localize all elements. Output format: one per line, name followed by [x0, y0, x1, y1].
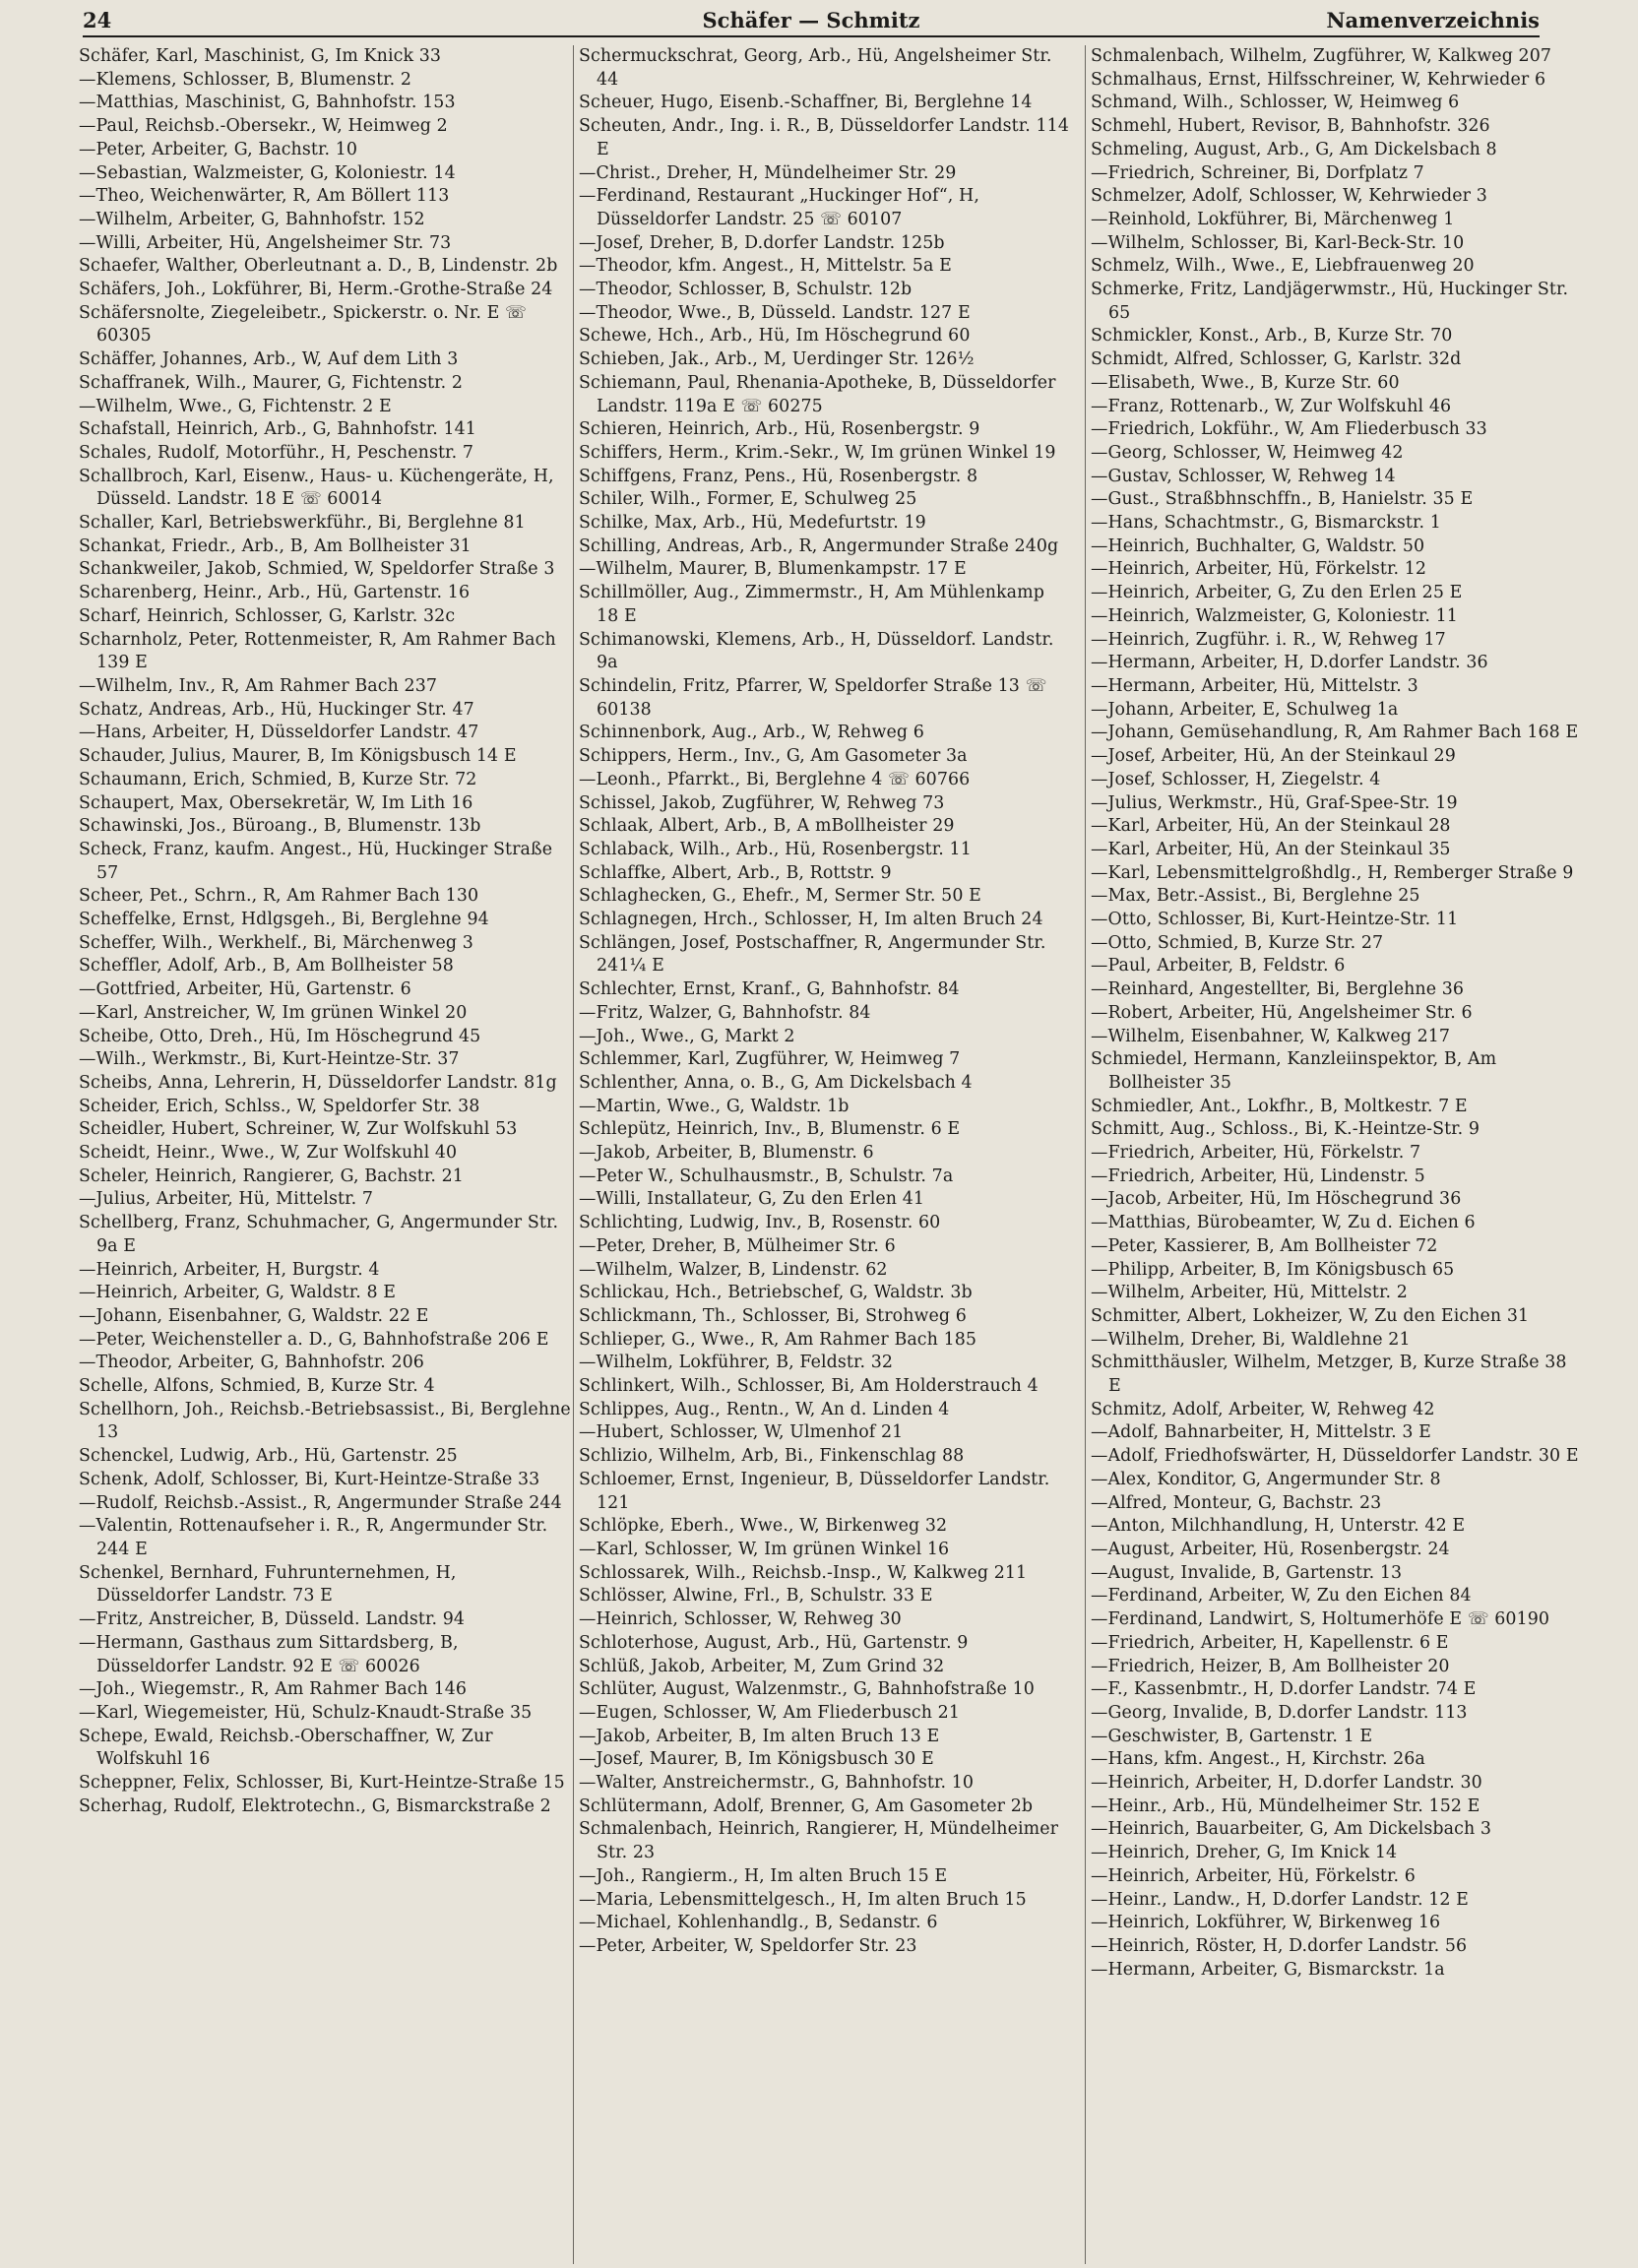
directory-entry: Schlepütz, Heinrich, Inv., B, Blumenstr. 6 E: [579, 1119, 961, 1140]
directory-entry: —Willi, Arbeiter, Hü, Angelsheimer Str. 73: [79, 232, 452, 253]
directory-entry: Schlickau, Hch., Betriebschef, G, Waldstr. 3b: [579, 1283, 973, 1303]
directory-entry: Schiffers, Herm., Krim.-Sekr., W, Im grünen Winkel 19: [579, 442, 1056, 463]
directory-entry: Schermuckschrat, Georg, Arb., Hü, Angelsheimer Str. 44: [579, 46, 1052, 90]
directory-entry: Scharenberg, Heinr., Arb., Hü, Gartenstr. 16: [79, 583, 471, 603]
directory-entry: —Jakob, Arbeiter, B, Im alten Bruch 13 E: [579, 1726, 940, 1746]
directory-entry: Schenkel, Bernhard, Fuhrunternehmen, H, Düsseldorfer Landstr. 73 E: [79, 1562, 457, 1606]
directory-entry: Schlickmann, Th., Schlosser, Bi, Strohweg 6: [579, 1305, 967, 1326]
directory-entry: —Reinhold, Lokführer, Bi, Märchenweg 1: [1091, 209, 1455, 229]
directory-entry: —Friedrich, Heizer, B, Am Bollheister 20: [1091, 1656, 1450, 1676]
directory-entry: —Friedrich, Arbeiter, Hü, Förkelstr. 7: [1091, 1143, 1421, 1164]
directory-entry: —Theodor, Arbeiter, G, Bahnhofstr. 206: [79, 1353, 424, 1373]
directory-entry: Schmand, Wilh., Schlosser, W, Heimweg 6: [1091, 93, 1460, 113]
directory-entry: Schmickler, Konst., Arb., B, Kurze Str. 70: [1091, 326, 1453, 346]
directory-entry: Scheider, Erich, Schlss., W, Speldorfer Str. 38: [79, 1096, 480, 1116]
directory-entry: —Heinr., Arb., Hü, Mündelheimer Str. 152 E: [1091, 1796, 1480, 1816]
directory-entry: Scheffer, Wilh., Werkhelf., Bi, Märchenweg 3: [79, 932, 473, 953]
directory-entry: —Josef, Schlosser, H, Ziegelstr. 4: [1091, 769, 1381, 789]
directory-entry: Schankweiler, Jakob, Schmied, W, Speldorfer Straße 3: [79, 559, 555, 580]
directory-entry: —Theodor, kfm. Angest., H, Mittelstr. 5a E: [579, 256, 952, 277]
directory-entry: Schmelzer, Adolf, Schlosser, W, Kehrwieder 3: [1091, 186, 1487, 207]
directory-column-3: [1091, 45, 1583, 1982]
directory-entry: Schatz, Andreas, Arb., Hü, Huckinger Str. 47: [79, 699, 474, 720]
directory-entry: —Reinhard, Angestellter, Bi, Berglehne 36: [1091, 979, 1465, 1000]
directory-entry: Schäfersnolte, Ziegeleibetr., Spickerstr. o. Nr. E ☏ 60305: [79, 302, 527, 346]
directory-entry: —Willi, Installateur, G, Zu den Erlen 41: [579, 1189, 925, 1210]
directory-entry: Schilling, Andreas, Arb., R, Angermunder Straße 240g: [579, 536, 1059, 556]
directory-entry: —Hans, kfm. Angest., H, Kirchstr. 26a: [1091, 1749, 1425, 1770]
directory-entry: Scheck, Franz, kaufm. Angest., Hü, Huckinger Straße 57: [79, 839, 553, 883]
directory-entry: Schaefer, Walther, Oberleutnant a. D., B, Lindenstr. 2b: [79, 256, 558, 277]
directory-entry: —Alex, Konditor, G, Angermunder Str. 8: [1091, 1469, 1441, 1489]
directory-entry: Schmalhaus, Ernst, Hilfsschreiner, W, Kehrwieder 6: [1091, 69, 1546, 90]
directory-entry: —Elisabeth, Wwe., B, Kurze Str. 60: [1091, 372, 1400, 393]
directory-entry: —Karl, Arbeiter, Hü, An der Steinkaul 28: [1091, 816, 1451, 837]
directory-entry: —Valentin, Rottenaufseher i. R., R, Angermunder Str. 244 E: [79, 1516, 548, 1559]
directory-entry: Schmeling, August, Arb., G, Am Dickelsbach 8: [1091, 139, 1497, 159]
directory-entry: Schmitthäusler, Wilhelm, Metzger, B, Kurze Straße 38 E: [1091, 1353, 1567, 1397]
directory-entry: Schmalenbach, Wilhelm, Zugführer, W, Kalkweg 207: [1091, 46, 1552, 66]
directory-entry: Schieben, Jak., Arb., M, Uerdinger Str. 126½: [579, 349, 975, 370]
directory-entry: Schlösser, Alwine, Frl., B, Schulstr. 33 E: [579, 1586, 933, 1606]
directory-entry: Schlossarek, Wilh., Reichsb.-Insp., W, Kalkweg 211: [579, 1562, 1028, 1583]
directory-entry: Schlizio, Wilhelm, Arb, Bi., Finkenschlag 88: [579, 1446, 965, 1467]
directory-entry: —Matthias, Maschinist, G, Bahnhofstr. 153: [79, 93, 456, 113]
directory-entry: Scheidler, Hubert, Schreiner, W, Zur Wolfskuhl 53: [79, 1119, 518, 1140]
directory-entry: Schlechter, Ernst, Kranf., G, Bahnhofstr. 84: [579, 979, 960, 1000]
directory-entry: Schlemmer, Karl, Zugführer, W, Heimweg 7: [579, 1049, 961, 1070]
directory-entry: —Wilhelm, Arbeiter, Hü, Mittelstr. 2: [1091, 1283, 1408, 1303]
directory-entry: Schellhorn, Joh., Reichsb.-Betriebsassist., Bi, Berglehne 13: [79, 1399, 571, 1443]
directory-entry: Schmehl, Hubert, Revisor, B, Bahnhofstr. 326: [1091, 116, 1490, 137]
directory-entry: —Wilhelm, Maurer, B, Blumenkampstr. 17 E: [579, 559, 967, 580]
directory-entry: Scheuten, Andr., Ing. i. R., B, Düsseldorfer Landstr. 114 E: [579, 116, 1069, 159]
directory-entry: —Johann, Eisenbahner, G, Waldstr. 22 E: [79, 1305, 429, 1326]
directory-entry: —Geschwister, B, Gartenstr. 1 E: [1091, 1726, 1373, 1746]
directory-entry: —Otto, Schmied, B, Kurze Str. 27: [1091, 932, 1384, 953]
directory-entry: —Heinrich, Arbeiter, Hü, Förkelstr. 6: [1091, 1865, 1416, 1886]
directory-entry: Schlängen, Josef, Postschaffner, R, Angermunder Str. 241¼ E: [579, 932, 1046, 976]
directory-entry: Schmitter, Albert, Lokheizer, W, Zu den Eichen 31: [1091, 1305, 1530, 1326]
directory-entry: Schauder, Julius, Maurer, B, Im Königsbusch 14 E: [79, 746, 517, 767]
directory-entry: —Franz, Rottenarb., W, Zur Wolfskuhl 46: [1091, 396, 1452, 416]
column-divider: [573, 45, 574, 2264]
directory-entry: —Friedrich, Lokführ., W, Am Fliederbusch 33: [1091, 419, 1487, 440]
directory-entry: —Wilhelm, Arbeiter, G, Bahnhofstr. 152: [79, 209, 425, 229]
directory-entry: —Heinrich, Bauarbeiter, G, Am Dickelsbach 3: [1091, 1819, 1492, 1840]
directory-entry: —Wilhelm, Lokführer, B, Feldstr. 32: [579, 1353, 894, 1373]
directory-entry: —Peter, Arbeiter, G, Bachstr. 10: [79, 139, 358, 159]
directory-entry: Schmitz, Adolf, Arbeiter, W, Rehweg 42: [1091, 1399, 1435, 1419]
directory-entry: —Heinrich, Arbeiter, H, Burgstr. 4: [79, 1259, 380, 1280]
directory-entry: Scharnholz, Peter, Rottenmeister, R, Am Rahmer Bach 139 E: [79, 629, 556, 673]
directory-entry: —Karl, Arbeiter, Hü, An der Steinkaul 35: [1091, 839, 1451, 859]
directory-entry: —Eugen, Schlosser, W, Am Fliederbusch 21: [579, 1702, 960, 1723]
directory-entry: —Wilhelm, Wwe., G, Fichtenstr. 2 E: [79, 396, 392, 416]
directory-entry: Schiemann, Paul, Rhenania-Apotheke, B, Düsseldorfer Landstr. 119a E ☏ 60275: [579, 372, 1056, 416]
directory-entry: —Julius, Arbeiter, Hü, Mittelstr. 7: [79, 1189, 374, 1210]
directory-entry: —Georg, Invalide, B, D.dorfer Landstr. 113: [1091, 1702, 1468, 1723]
directory-entry: —Heinrich, Buchhalter, G, Waldstr. 50: [1091, 536, 1425, 556]
directory-entry: —Joh., Wiegemstr., R, Am Rahmer Bach 146: [79, 1679, 468, 1700]
directory-entry: —Wilhelm, Walzer, B, Lindenstr. 62: [579, 1259, 888, 1280]
directory-entry: Scheuer, Hugo, Eisenb.-Schaffner, Bi, Berglehne 14: [579, 93, 1033, 113]
directory-entry: Schlinkert, Wilh., Schlosser, Bi, Am Holderstrauch 4: [579, 1376, 1039, 1397]
directory-entry: Schloterhose, August, Arb., Hü, Gartenstr. 9: [579, 1632, 969, 1653]
directory-entry: Schloemer, Ernst, Ingenieur, B, Düsseldorfer Landstr. 121: [579, 1469, 1050, 1513]
directory-entry: —Ferdinand, Arbeiter, W, Zu den Eichen 84: [1091, 1586, 1472, 1606]
directory-entry: Scheffelke, Ernst, Hdlgsgeh., Bi, Berglehne 94: [79, 910, 489, 930]
directory-entry: —Karl, Wiegemeister, Hü, Schulz-Knaudt-Straße 35: [79, 1702, 533, 1723]
directory-entry: Scharf, Heinrich, Schlosser, G, Karlstr. 32c: [79, 605, 456, 626]
directory-entry: —Josef, Arbeiter, Hü, An der Steinkaul 29: [1091, 746, 1456, 767]
directory-entry: Schlippes, Aug., Rentn., W, An d. Linden 4: [579, 1399, 950, 1419]
directory-entry: —Michael, Kohlenhandlg., B, Sedanstr. 6: [579, 1913, 938, 1933]
directory-entry: —Heinrich, Lokführer, W, Birkenweg 16: [1091, 1913, 1441, 1933]
directory-entry: —Jakob, Arbeiter, B, Blumenstr. 6: [579, 1143, 874, 1164]
directory-entry: —Heinrich, Röster, H, D.dorfer Landstr. 56: [1091, 1935, 1468, 1956]
directory-entry: Scheibs, Anna, Lehrerin, H, Düsseldorfer Landstr. 81g: [79, 1072, 557, 1093]
directory-entry: Schales, Rudolf, Motorführ., H, Peschenstr. 7: [79, 442, 473, 463]
directory-entry: Schepe, Ewald, Reichsb.-Oberschaffner, W, Zur Wolfskuhl 16: [79, 1726, 493, 1770]
column-divider: [1085, 45, 1086, 2264]
directory-entry: Schelle, Alfons, Schmied, B, Kurze Str. 4: [79, 1376, 435, 1397]
directory-entry: Scheppner, Felix, Schlosser, Bi, Kurt-Heintze-Straße 15: [79, 1773, 565, 1794]
directory-entry: —Karl, Anstreicher, W, Im grünen Winkel 20: [79, 1002, 468, 1023]
directory-entry: —Otto, Schlosser, Bi, Kurt-Heintze-Str. 11: [1091, 910, 1459, 930]
directory-entry: Schlütermann, Adolf, Brenner, G, Am Gasometer 2b: [579, 1796, 1034, 1816]
directory-entry: Scheidt, Heinr., Wwe., W, Zur Wolfskuhl 40: [79, 1143, 458, 1164]
directory-entry: Scherhag, Rudolf, Elektrotechn., G, Bismarckstraße 2: [79, 1796, 551, 1816]
directory-entry: Schäfer, Karl, Maschinist, G, Im Knick 33: [79, 46, 442, 66]
directory-entry: —F., Kassenbmtr., H, D.dorfer Landstr. 74 E: [1091, 1679, 1477, 1700]
directory-entry: Schieren, Heinrich, Arb., Hü, Rosenbergstr. 9: [579, 419, 980, 440]
directory-entry: —Fritz, Walzer, G, Bahnhofstr. 84: [579, 1002, 871, 1023]
directory-entry: —Karl, Lebensmittelgroßhdlg., H, Remberger Straße 9: [1091, 862, 1574, 883]
directory-entry: Schlaghecken, G., Ehefr., M, Sermer Str. 50 E: [579, 886, 981, 907]
directory-entry: —Wilhelm, Schlosser, Bi, Karl-Beck-Str. 10: [1091, 232, 1465, 253]
directory-entry: Scheibe, Otto, Dreh., Hü, Im Höschegrund 45: [79, 1026, 481, 1046]
directory-entry: —Joh., Wwe., G, Markt 2: [579, 1026, 795, 1046]
directory-entry: Schinnenbork, Aug., Arb., W, Rehweg 6: [579, 723, 924, 743]
directory-entry: —Hans, Arbeiter, H, Düsseldorfer Landstr. 47: [79, 723, 479, 743]
directory-entry: —Heinrich, Arbeiter, Hü, Förkelstr. 12: [1091, 559, 1427, 580]
directory-entry: —Anton, Milchhandlung, H, Unterstr. 42 E: [1091, 1516, 1466, 1537]
directory-entry: —Joh., Rangierm., H, Im alten Bruch 15 E: [579, 1865, 948, 1886]
directory-entry: Schlagnegen, Hrch., Schlosser, H, Im alten Bruch 24: [579, 910, 1043, 930]
directory-entry: Schlaak, Albert, Arb., B, A mBollheister 29: [579, 816, 955, 837]
directory-entry: —Heinr., Landw., H, D.dorfer Landstr. 12 E: [1091, 1889, 1469, 1910]
directory-entry: —Philipp, Arbeiter, B, Im Königsbusch 65: [1091, 1259, 1455, 1280]
directory-entry: Schewe, Hch., Arb., Hü, Im Höschegrund 60: [579, 326, 971, 346]
directory-entry: —August, Arbeiter, Hü, Rosenbergstr. 24: [1091, 1540, 1450, 1559]
directory-entry: —Friedrich, Arbeiter, Hü, Lindenstr. 5: [1091, 1166, 1425, 1186]
directory-entry: Schlüter, August, Walzenmstr., G, Bahnhofstraße 10: [579, 1679, 1035, 1700]
directory-entry: Scheffler, Adolf, Arb., B, Am Bollheister 58: [79, 956, 454, 976]
directory-entry: —Klemens, Schlosser, B, Blumenstr. 2: [79, 69, 412, 90]
directory-entry: —Max, Betr.-Assist., Bi, Berglehne 25: [1091, 886, 1420, 907]
directory-entry: Schlöpke, Eberh., Wwe., W, Birkenweg 32: [579, 1516, 948, 1537]
directory-entry: —Josef, Dreher, B, D.dorfer Landstr. 125b: [579, 232, 945, 253]
directory-entry: —Heinrich, Arbeiter, H, D.dorfer Landstr. 30: [1091, 1773, 1482, 1794]
directory-entry: —Peter, Dreher, B, Mülheimer Str. 6: [579, 1235, 896, 1256]
directory-entry: —Leonh., Pfarrkt., Bi, Berglehne 4 ☏ 60766: [579, 769, 971, 789]
directory-entry: —Josef, Maurer, B, Im Königsbusch 30 E: [579, 1749, 934, 1770]
directory-entry: —Julius, Werkmstr., Hü, Graf-Spee-Str. 19: [1091, 792, 1458, 813]
directory-entry: —Hubert, Schlosser, W, Ulmenhof 21: [579, 1422, 904, 1443]
directory-entry: Scheer, Pet., Schrn., R, Am Rahmer Bach 130: [79, 886, 479, 907]
directory-entry: —Wilh., Werkmstr., Bi, Kurt-Heintze-Str. 37: [79, 1049, 460, 1070]
directory-column-2: [579, 45, 1071, 1959]
directory-entry: —Rudolf, Reichsb.-Assist., R, Angermunder Straße 244: [79, 1492, 562, 1513]
directory-entry: Scheler, Heinrich, Rangierer, G, Bachstr. 21: [79, 1166, 464, 1186]
directory-entry: —Martin, Wwe., G, Waldstr. 1b: [579, 1096, 850, 1116]
directory-entry: —Hermann, Arbeiter, Hü, Mittelstr. 3: [1091, 675, 1418, 696]
directory-entry: —Theodor, Schlosser, B, Schulstr. 12b: [579, 280, 913, 300]
directory-entry: Schmelz, Wilh., Wwe., E, Liebfrauenweg 20: [1091, 256, 1475, 277]
directory-entry: Schissel, Jakob, Zugführer, W, Rehweg 73: [579, 792, 945, 813]
directory-entry: —Karl, Schlosser, W, Im grünen Winkel 16: [579, 1540, 950, 1559]
directory-entry: Schlaback, Wilh., Arb., Hü, Rosenbergstr. 11: [579, 839, 972, 859]
directory-entry: Schallbroch, Karl, Eisenw., Haus- u. Küchengeräte, H, Düsseld. Landstr. 18 E ☏ 60014: [79, 466, 554, 510]
directory-entry: —Matthias, Bürobeamter, W, Zu d. Eichen 6: [1091, 1213, 1476, 1233]
directory-entry: —Paul, Arbeiter, B, Feldstr. 6: [1091, 956, 1346, 976]
directory-entry: Schaller, Karl, Betriebswerkführ., Bi, Berglehne 81: [79, 513, 526, 534]
directory-entry: —Gust., Straßbhnschffn., B, Hanielstr. 35 E: [1091, 489, 1474, 510]
directory-entry: —Sebastian, Walzmeister, G, Koloniestr. 14: [79, 162, 456, 183]
directory-entry: Schlichting, Ludwig, Inv., B, Rosenstr. 60: [579, 1213, 941, 1233]
directory-entry: —Peter, Arbeiter, W, Speldorfer Str. 23: [579, 1935, 917, 1956]
directory-entry: —Wilhelm, Dreher, Bi, Waldlehne 21: [1091, 1329, 1411, 1350]
directory-entry: Schlieper, G., Wwe., R, Am Rahmer Bach 185: [579, 1329, 977, 1350]
directory-entry: Schiffgens, Franz, Pens., Hü, Rosenbergstr. 8: [579, 466, 978, 486]
directory-entry: —Heinrich, Schlosser, W, Rehweg 30: [579, 1609, 902, 1630]
directory-entry: —Heinrich, Walzmeister, G, Koloniestr. 11: [1091, 605, 1458, 626]
directory-entry: Schäfers, Joh., Lokführer, Bi, Herm.-Grothe-Straße 24: [79, 280, 553, 300]
directory-entry: —Hermann, Arbeiter, H, D.dorfer Landstr. 36: [1091, 653, 1488, 673]
directory-entry: —Jacob, Arbeiter, Hü, Im Höschegrund 36: [1091, 1189, 1462, 1210]
directory-entry: —Gustav, Schlosser, W, Rehweg 14: [1091, 466, 1396, 486]
directory-entry: Schaupert, Max, Obersekretär, W, Im Lith 16: [79, 792, 473, 813]
directory-column-1: [79, 45, 571, 1818]
directory-entry: —Robert, Arbeiter, Hü, Angelsheimer Str. 6: [1091, 1002, 1473, 1023]
directory-entry: Schillmöller, Aug., Zimmermstr., H, Am Mühlenkamp 18 E: [579, 583, 1044, 626]
directory-entry: Schawinski, Jos., Büroang., B, Blumenstr. 13b: [79, 816, 481, 837]
directory-entry: —Peter, Weichensteller a. D., G, Bahnhofstraße 206 E: [79, 1329, 549, 1350]
running-title: Schäfer — Schmitz: [702, 8, 920, 32]
directory-entry: —Wilhelm, Eisenbahner, W, Kalkweg 217: [1091, 1026, 1451, 1046]
directory-entry: —Ferdinand, Landwirt, S, Holtumerhöfe E ☏ 60190: [1091, 1609, 1550, 1630]
directory-entry: —Johann, Gemüsehandlung, R, Am Rahmer Bach 168 E: [1091, 723, 1579, 743]
directory-entry: —Georg, Schlosser, W, Heimweg 42: [1091, 442, 1404, 463]
directory-entry: Schenk, Adolf, Schlosser, Bi, Kurt-Heintze-Straße 33: [79, 1469, 540, 1489]
directory-entry: —Theodor, Wwe., B, Düsseld. Landstr. 127 E: [579, 302, 971, 323]
directory-entry: Schmiedel, Hermann, Kanzleiinspektor, B, Am Bollheister 35: [1091, 1049, 1497, 1093]
directory-entry: —Theo, Weichenwärter, R, Am Böllert 113: [79, 186, 450, 207]
directory-entry: Schindelin, Fritz, Pfarrer, W, Speldorfer Straße 13 ☏ 60138: [579, 675, 1047, 720]
directory-entry: —Hans, Schachtmstr., G, Bismarckstr. 1: [1091, 513, 1441, 534]
directory-entry: Schmitt, Aug., Schloss., Bi, K.-Heintze-Str. 9: [1091, 1119, 1480, 1140]
directory-entry: Schmerke, Fritz, Landjägerwmstr., Hü, Huckinger Str. 65: [1091, 280, 1569, 323]
directory-entry: —Peter, Kassierer, B, Am Bollheister 72: [1091, 1235, 1438, 1256]
directory-entry: —Christ., Dreher, H, Mündelheimer Str. 29: [579, 162, 957, 183]
page-number: 24: [83, 8, 112, 32]
directory-entry: —Paul, Reichsb.-Obersekr., W, Heimweg 2: [79, 116, 448, 137]
directory-entry: Schiler, Wilh., Former, E, Schulweg 25: [579, 489, 917, 510]
directory-entry: —Walter, Anstreichermstr., G, Bahnhofstr. 10: [579, 1773, 975, 1794]
directory-entry: Schenckel, Ludwig, Arb., Hü, Gartenstr. 25: [79, 1446, 458, 1467]
directory-entry: —August, Invalide, B, Gartenstr. 13: [1091, 1562, 1403, 1583]
section-title: Namenverzeichnis: [1326, 8, 1540, 32]
directory-entry: —Heinrich, Arbeiter, G, Waldstr. 8 E: [79, 1283, 397, 1303]
directory-entry: —Johann, Arbeiter, E, Schulweg 1a: [1091, 699, 1399, 720]
directory-entry: Schlaffke, Albert, Arb., B, Rottstr. 9: [579, 862, 892, 883]
directory-entry: —Gottfried, Arbeiter, Hü, Gartenstr. 6: [79, 979, 411, 1000]
directory-entry: —Wilhelm, Inv., R, Am Rahmer Bach 237: [79, 675, 438, 696]
directory-entry: —Fritz, Anstreicher, B, Düsseld. Landstr. 94: [79, 1609, 466, 1630]
page-header: [83, 6, 1540, 37]
directory-entry: —Heinrich, Dreher, G, Im Knick 14: [1091, 1843, 1398, 1863]
directory-entry: —Friedrich, Arbeiter, H, Kapellenstr. 6 E: [1091, 1632, 1449, 1653]
directory-entry: Schmalenbach, Heinrich, Rangierer, H, Mündelheimer Str. 23: [579, 1819, 1059, 1863]
directory-entry: Schäffer, Johannes, Arb., W, Auf dem Lith 3: [79, 349, 459, 370]
directory-entry: Schilke, Max, Arb., Hü, Medefurtstr. 19: [579, 513, 926, 534]
directory-entry: —Adolf, Bahnarbeiter, H, Mittelstr. 3 E: [1091, 1422, 1431, 1443]
directory-entry: —Friedrich, Schreiner, Bi, Dorfplatz 7: [1091, 162, 1424, 183]
directory-entry: —Peter W., Schulhausmstr., B, Schulstr. 7a: [579, 1166, 954, 1186]
directory-entry: Schafstall, Heinrich, Arb., G, Bahnhofstr. 141: [79, 419, 476, 440]
directory-entry: —Ferdinand, Restaurant „Huckinger Hof“, H, Düsseldorfer Landstr. 25 ☏ 60107: [579, 186, 979, 229]
directory-entry: —Heinrich, Zugführ. i. R., W, Rehweg 17: [1091, 629, 1446, 650]
directory-entry: Schmidt, Alfred, Schlosser, G, Karlstr. 32d: [1091, 349, 1462, 370]
directory-entry: —Hermann, Gasthaus zum Sittardsberg, B, Düsseldorfer Landstr. 92 E ☏ 60026: [79, 1632, 459, 1676]
directory-entry: —Adolf, Friedhofswärter, H, Düsseldorfer Landstr. 30 E: [1091, 1446, 1579, 1467]
directory-entry: Schmiedler, Ant., Lokfhr., B, Moltkestr. 7 E: [1091, 1096, 1468, 1116]
directory-entry: —Heinrich, Arbeiter, G, Zu den Erlen 25 E: [1091, 583, 1463, 603]
directory-entry: Schaumann, Erich, Schmied, B, Kurze Str. 72: [79, 769, 477, 789]
directory-entry: Schlenther, Anna, o. B., G, Am Dickelsbach 4: [579, 1072, 973, 1093]
directory-entry: Schlüß, Jakob, Arbeiter, M, Zum Grind 32: [579, 1656, 945, 1676]
directory-entry: Schaffranek, Wilh., Maurer, G, Fichtenstr. 2: [79, 372, 463, 393]
directory-entry: Schankat, Friedr., Arb., B, Am Bollheister 31: [79, 536, 472, 556]
directory-entry: Schimanowski, Klemens, Arb., H, Düsseldorf. Landstr. 9a: [579, 629, 1054, 673]
directory-entry: —Alfred, Monteur, G, Bachstr. 23: [1091, 1492, 1382, 1513]
directory-entry: —Hermann, Arbeiter, G, Bismarckstr. 1a: [1091, 1959, 1445, 1980]
directory-entry: Schellberg, Franz, Schuhmacher, G, Angermunder Str. 9a E: [79, 1213, 559, 1256]
directory-entry: —Maria, Lebensmittelgesch., H, Im alten Bruch 15: [579, 1889, 1027, 1910]
directory-entry: Schippers, Herm., Inv., G, Am Gasometer 3a: [579, 746, 968, 767]
